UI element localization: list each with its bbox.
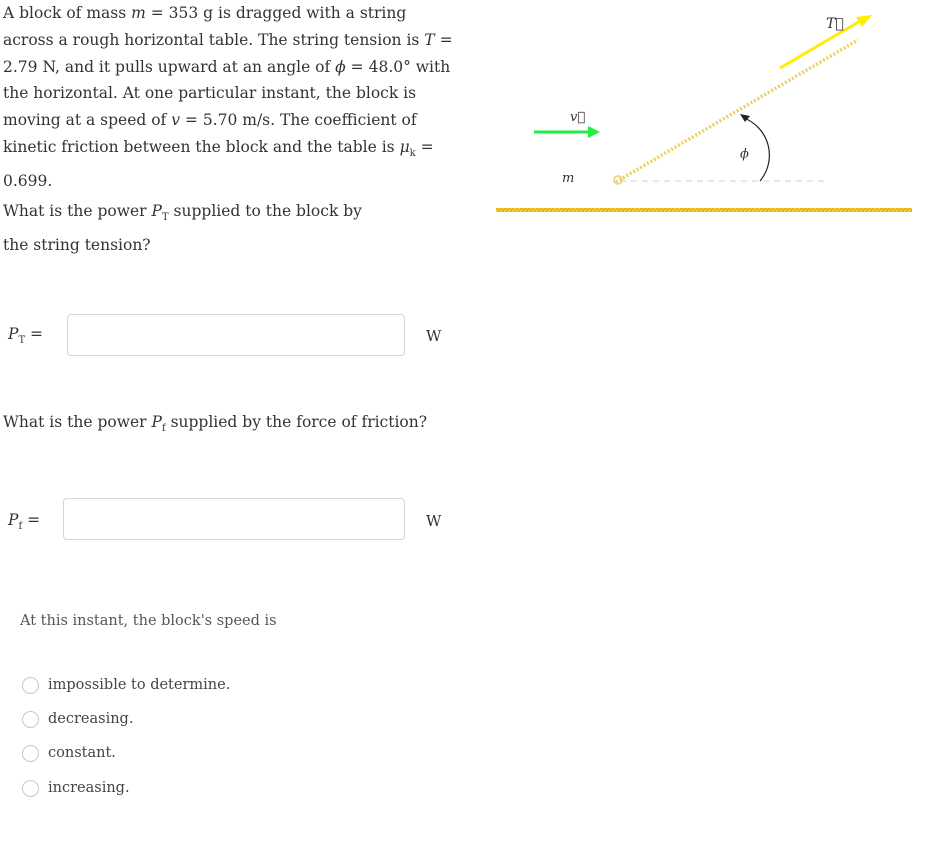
option-label: impossible to determine. <box>48 677 231 693</box>
friction-coefficient-symbol: μ <box>399 137 410 156</box>
speed-symbol: v <box>171 111 180 130</box>
friction-power-unit: W <box>426 512 442 530</box>
radio-button[interactable] <box>22 780 39 797</box>
tension-power-label: $P_T$ = <box>8 325 44 347</box>
tension-power-input[interactable] <box>67 314 405 356</box>
tension-label: T⃗ <box>826 16 844 32</box>
radio-button[interactable] <box>22 677 39 694</box>
tension-symbol: T <box>424 30 435 49</box>
option-constant[interactable] <box>22 742 116 764</box>
angle-arc-arrowhead <box>740 114 750 122</box>
option-label: increasing. <box>48 780 130 796</box>
mass-label: m <box>562 171 575 186</box>
question-tension-power: What is the power $P_T$ supplied to the block by the string tension? <box>3 202 362 254</box>
angle-label: ϕ <box>740 147 749 162</box>
radio-button[interactable] <box>22 745 39 762</box>
string <box>616 40 858 182</box>
question-speed-change: At this instant, the block's speed is <box>20 613 277 629</box>
option-increasing[interactable] <box>22 777 130 799</box>
option-label: constant. <box>48 745 116 761</box>
option-impossible[interactable] <box>22 674 230 696</box>
problem-statement: A block of mass m = 353 g is dragged with a string across a rough horizontal table. The string tension is T = 2.79 N, and it pulls upward at an angle of ϕ = 48.0° with the horizontal. At one particular instant, the block is moving at a speed of v = 5.70 m/s. The coefficient of kinetic friction between the block and the table is $\mu_k = 0.699$. <box>3 4 453 190</box>
question-friction-power: What is the power $P_f$ supplied by the force of friction? <box>3 413 428 435</box>
friction-power-input[interactable] <box>63 498 405 540</box>
friction-power-label: $P_f$ = <box>8 511 41 533</box>
tension-arrow <box>780 20 862 68</box>
angle-symbol: ϕ <box>335 57 346 76</box>
velocity-label: v⃗ <box>570 110 586 125</box>
mass-symbol: m <box>131 4 146 22</box>
option-decreasing[interactable] <box>22 708 133 730</box>
option-label: decreasing. <box>48 711 134 727</box>
radio-button[interactable] <box>22 711 39 728</box>
tension-power-unit: W <box>426 327 442 345</box>
tension-arrowhead <box>856 15 872 27</box>
velocity-arrowhead <box>588 126 600 138</box>
force-diagram <box>490 0 931 230</box>
